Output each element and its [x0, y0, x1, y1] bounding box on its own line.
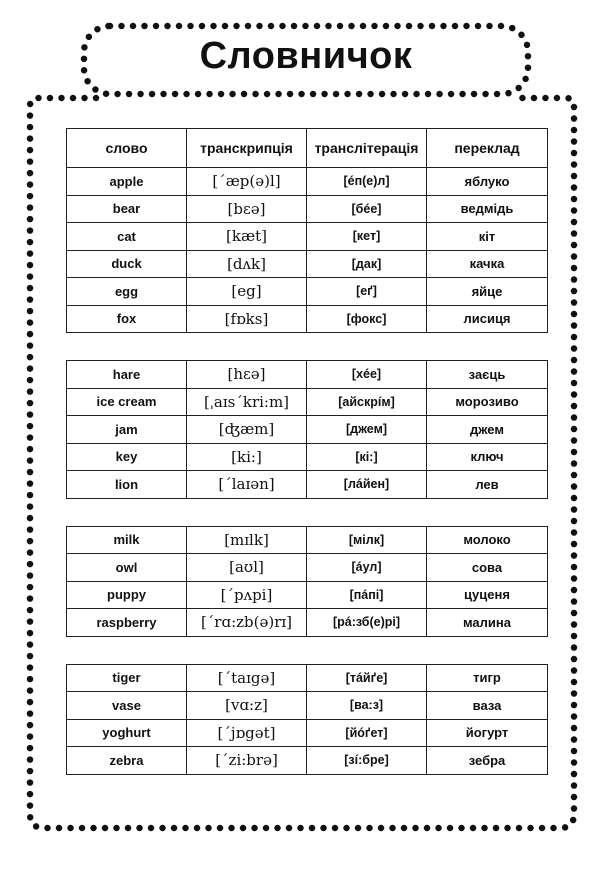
table-row [67, 250, 548, 278]
cell-word: vase [67, 692, 187, 720]
cell-transliteration: [айскрíм] [307, 388, 427, 416]
cell-transcription: [ʤæm] [187, 416, 307, 444]
cell-transliteration: [рá:зб(е)рі] [307, 609, 427, 637]
cell-transcription: [bɛə] [187, 195, 307, 223]
cell-transliteration: [лáйен] [307, 471, 427, 499]
cell-word: lion [67, 471, 187, 499]
cell-transliteration: [пáпі] [307, 581, 427, 609]
cell-transcription: [ˌaɪsˊkri:m] [187, 388, 307, 416]
header-word: слово [67, 129, 187, 168]
cell-translation: лисиця [427, 305, 548, 333]
cell-translation: молоко [427, 526, 548, 554]
cell-translation: качка [427, 250, 548, 278]
table-row [67, 747, 548, 775]
table-row [67, 443, 548, 471]
vocabulary-tables [66, 128, 547, 802]
cell-transcription: [ˊæp(ə)l] [187, 168, 307, 196]
cell-word: bear [67, 195, 187, 223]
cell-word: apple [67, 168, 187, 196]
table-row [67, 168, 548, 196]
table-row [67, 278, 548, 306]
cell-transcription: [ˊtaɪgə] [187, 664, 307, 692]
cell-translation: зебра [427, 747, 548, 775]
cell-translation: морозиво [427, 388, 548, 416]
vocab-table-4 [66, 664, 548, 775]
table-row [67, 361, 548, 389]
cell-transcription: [eg] [187, 278, 307, 306]
cell-translation: яйце [427, 278, 548, 306]
cell-transliteration: [тáйґе] [307, 664, 427, 692]
vocab-table-1 [66, 128, 548, 333]
header-translation: переклад [427, 129, 548, 168]
cell-transliteration: [фокс] [307, 305, 427, 333]
cell-transcription: [ˊpʌpi] [187, 581, 307, 609]
cell-translation: джем [427, 416, 548, 444]
cell-word: puppy [67, 581, 187, 609]
table-row [67, 223, 548, 251]
cell-transliteration: [ва:з] [307, 692, 427, 720]
table-row [67, 692, 548, 720]
cell-transliteration: [еґ] [307, 278, 427, 306]
cell-transliteration: [éп(е)л] [307, 168, 427, 196]
cell-word: cat [67, 223, 187, 251]
cell-translation: цуценя [427, 581, 548, 609]
cell-word: yoghurt [67, 719, 187, 747]
cell-translation: йогурт [427, 719, 548, 747]
cell-word: owl [67, 554, 187, 582]
table-row [67, 719, 548, 747]
cell-transcription: [aʊl] [187, 554, 307, 582]
cell-word: key [67, 443, 187, 471]
table-row [67, 526, 548, 554]
vocab-table-3 [66, 526, 548, 637]
table-header-row [67, 129, 548, 168]
cell-word: zebra [67, 747, 187, 775]
cell-translation: сова [427, 554, 548, 582]
table-row [67, 471, 548, 499]
cell-transcription: [ˊrɑ:zb(ə)rɪ] [187, 609, 307, 637]
cell-transliteration: [бée] [307, 195, 427, 223]
cell-transcription: [dʌk] [187, 250, 307, 278]
cell-translation: тигр [427, 664, 548, 692]
cell-transcription: [ˊzi:brə] [187, 747, 307, 775]
cell-translation: яблуко [427, 168, 548, 196]
cell-word: raspberry [67, 609, 187, 637]
cell-translation: ваза [427, 692, 548, 720]
cell-transcription: [ˊjɒgət] [187, 719, 307, 747]
table-row [67, 554, 548, 582]
cell-transliteration: [хée] [307, 361, 427, 389]
table-row [67, 664, 548, 692]
cell-word: duck [67, 250, 187, 278]
cell-word: ice cream [67, 388, 187, 416]
cell-word: hare [67, 361, 187, 389]
cell-transliteration: [мілк] [307, 526, 427, 554]
cell-transliteration: [йóґет] [307, 719, 427, 747]
cell-transliteration: [áул] [307, 554, 427, 582]
cell-transcription: [fɒks] [187, 305, 307, 333]
cell-transliteration: [дак] [307, 250, 427, 278]
cell-transcription: [hɛə] [187, 361, 307, 389]
cell-transcription: [ki:] [187, 443, 307, 471]
cell-word: milk [67, 526, 187, 554]
table-row [67, 416, 548, 444]
header-transliteration: транслітерація [307, 129, 427, 168]
cell-transliteration: [джем] [307, 416, 427, 444]
cell-translation: ведмідь [427, 195, 548, 223]
cell-transliteration: [кі:] [307, 443, 427, 471]
cell-word: tiger [67, 664, 187, 692]
cell-transcription: [vɑ:z] [187, 692, 307, 720]
cell-translation: ключ [427, 443, 548, 471]
table-row [67, 609, 548, 637]
cell-transcription: [kæt] [187, 223, 307, 251]
table-row [67, 195, 548, 223]
cell-word: jam [67, 416, 187, 444]
table-row [67, 581, 548, 609]
table-row [67, 305, 548, 333]
cell-transcription: [mɪlk] [187, 526, 307, 554]
cell-transliteration: [кет] [307, 223, 427, 251]
cell-translation: кіт [427, 223, 548, 251]
header-transcription: транскрипція [187, 129, 307, 168]
page-title: Словничок [199, 34, 413, 77]
cell-transcription: [ˊlaɪən] [187, 471, 307, 499]
cell-translation: лев [427, 471, 548, 499]
vocab-table-2 [66, 360, 548, 499]
cell-transliteration: [зí:бре] [307, 747, 427, 775]
cell-word: egg [67, 278, 187, 306]
cell-translation: малина [427, 609, 548, 637]
table-row [67, 388, 548, 416]
cell-translation: заєць [427, 361, 548, 389]
cell-word: fox [67, 305, 187, 333]
